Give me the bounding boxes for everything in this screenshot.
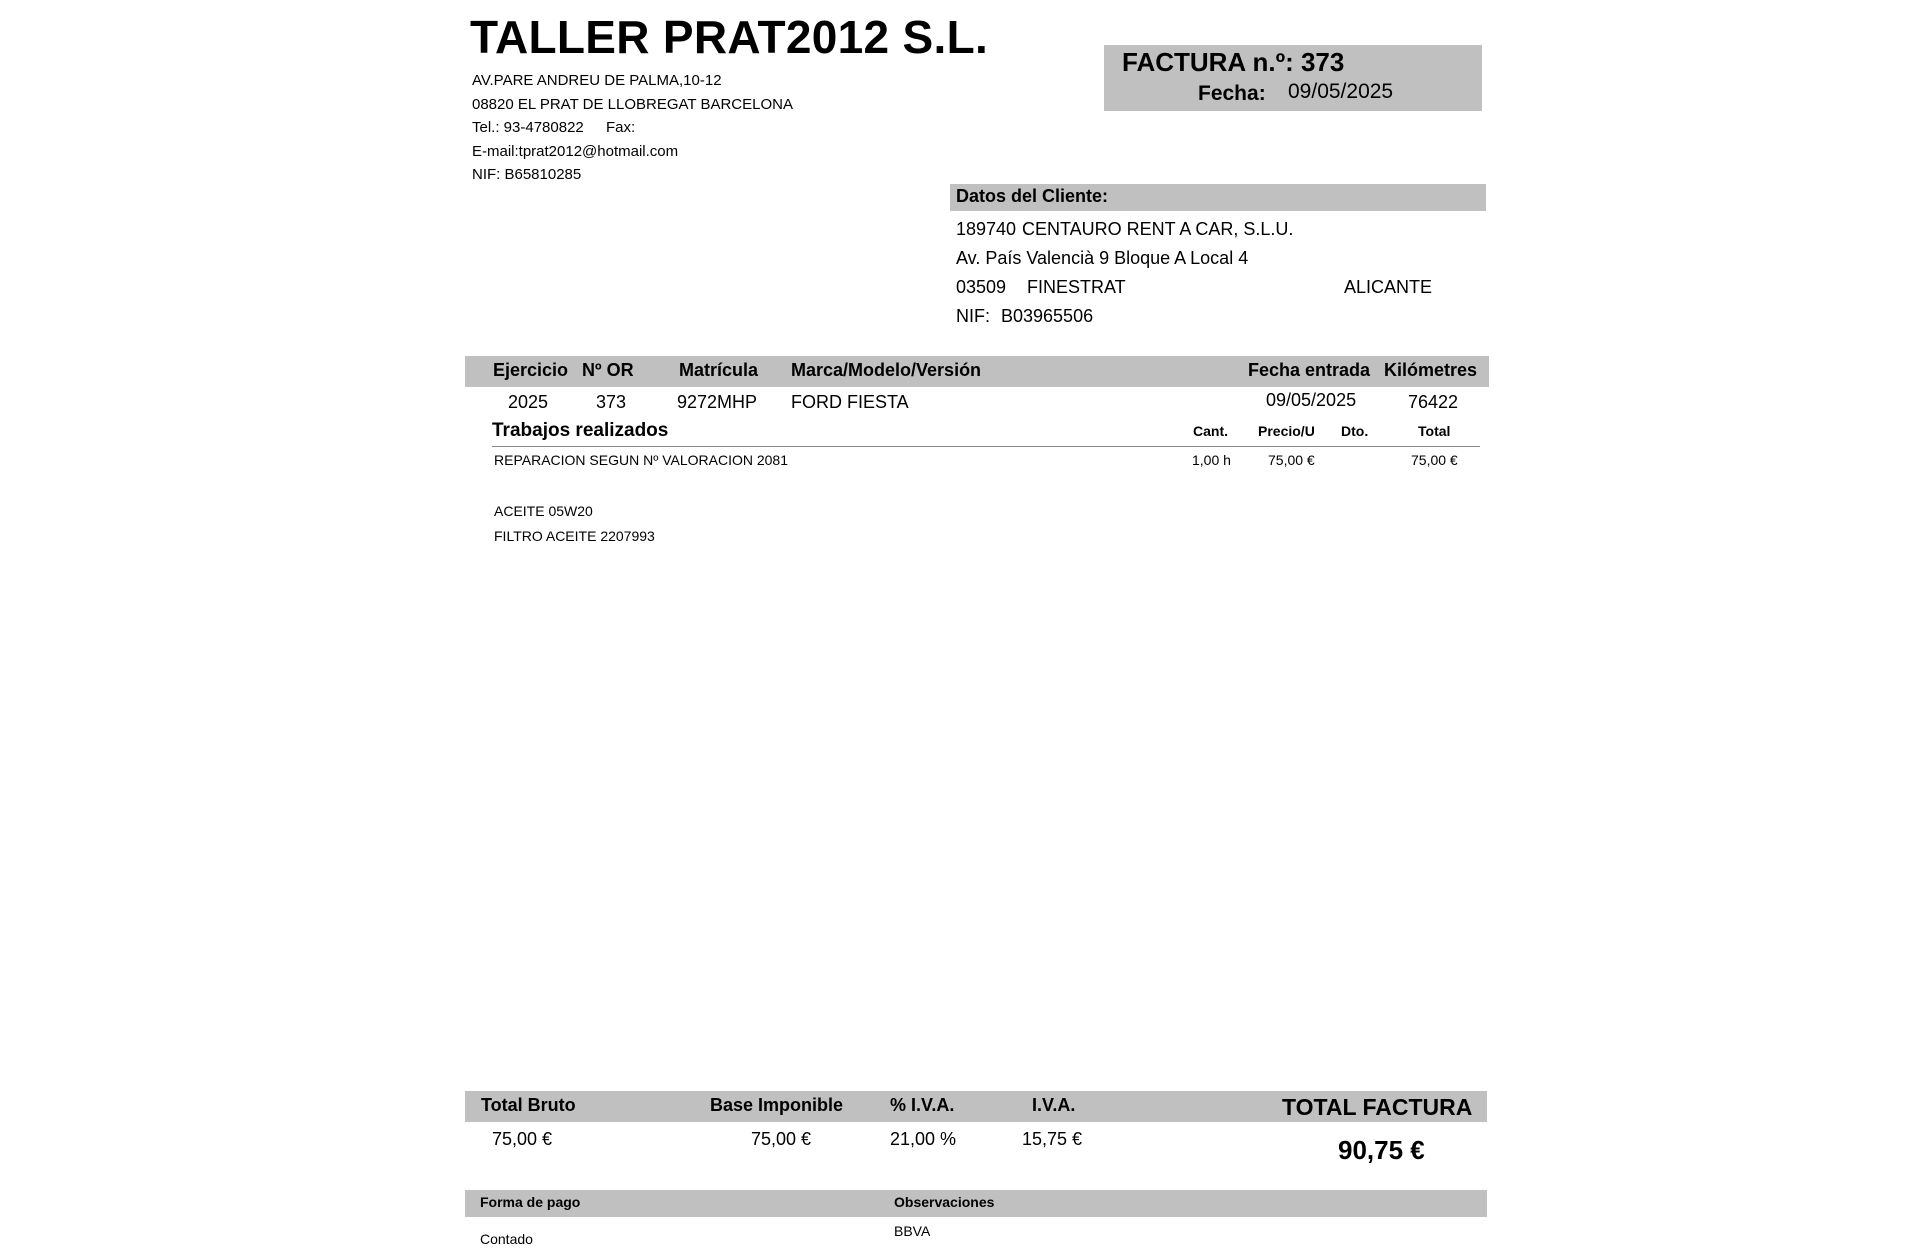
invoice-date: 09/05/2025 <box>1288 80 1394 103</box>
works-header-divider <box>492 446 1480 447</box>
work-line-desc: FILTRO ACEITE 2207993 <box>494 528 655 544</box>
work-line-cant: 1,00 h <box>1192 452 1231 468</box>
totals-header-iva: I.V.A. <box>1032 1095 1076 1115</box>
company-fax: Fax: <box>606 119 636 136</box>
client-postal-code: 03509 <box>956 277 1007 297</box>
vehicle-header-fecha-entrada: Fecha entrada <box>1248 360 1371 380</box>
vehicle-km: 76422 <box>1408 392 1459 412</box>
total-bruto-value: 75,00 € <box>492 1129 553 1149</box>
vehicle-fecha-entrada: 09/05/2025 <box>1266 390 1357 410</box>
company-email: E-mail:tprat2012@hotmail.com <box>472 143 679 160</box>
payment-method-label: Forma de pago <box>480 1194 581 1210</box>
works-header-cant: Cant. <box>1193 423 1228 439</box>
client-name: CENTAURO RENT A CAR, S.L.U. <box>1022 219 1294 239</box>
pct-iva-value: 21,00 % <box>890 1129 957 1149</box>
works-header-dto: Dto. <box>1341 423 1369 439</box>
totals-header-base: Base Imponible <box>710 1095 844 1115</box>
vehicle-nor: 373 <box>596 392 627 412</box>
base-imponible-value: 75,00 € <box>751 1129 812 1149</box>
work-line-desc: ACEITE 05W20 <box>494 503 593 519</box>
company-address-line1: AV.PARE ANDREU DE PALMA,10-12 <box>472 72 722 89</box>
client-section-title: Datos del Cliente: <box>956 186 1109 206</box>
company-name: TALLER PRAT2012 S.L. <box>470 11 989 63</box>
observations-value: BBVA <box>894 1223 931 1239</box>
vehicle-header-nor: Nº OR <box>582 360 634 380</box>
total-factura-label: TOTAL FACTURA <box>1282 1094 1473 1120</box>
company-nif: NIF: B65810285 <box>472 166 582 183</box>
client-address: Av. País Valencià 9 Bloque A Local 4 <box>956 248 1249 268</box>
client-nif-label: NIF: <box>956 306 990 326</box>
client-province: ALICANTE <box>1344 277 1433 297</box>
totals-header-bruto: Total Bruto <box>481 1095 576 1115</box>
payment-method: Contado <box>480 1231 533 1247</box>
vehicle-header-ejercicio: Ejercicio <box>493 360 569 380</box>
client-city: FINESTRAT <box>1027 277 1126 297</box>
client-code: 189740 <box>956 219 1017 239</box>
vehicle-matricula: 9272MHP <box>677 392 758 412</box>
iva-value: 15,75 € <box>1022 1129 1083 1149</box>
work-line-desc: REPARACION SEGUN Nº VALORACION 2081 <box>494 452 789 468</box>
vehicle-header-matricula: Matrícula <box>679 360 759 380</box>
vehicle-marca: FORD FIESTA <box>791 392 909 412</box>
works-header-precio: Precio/U <box>1258 423 1315 439</box>
invoice-date-label: Fecha: <box>1198 82 1266 105</box>
work-line-precio: 75,00 € <box>1268 452 1315 468</box>
total-factura-value: 90,75 € <box>1338 1135 1425 1165</box>
vehicle-ejercicio: 2025 <box>508 392 549 412</box>
client-nif: B03965506 <box>1001 306 1094 326</box>
observations-label: Observaciones <box>894 1194 995 1210</box>
company-address-line2: 08820 EL PRAT DE LLOBREGAT BARCELONA <box>472 96 793 113</box>
totals-header-pct-iva: % I.V.A. <box>890 1095 955 1115</box>
work-line-total: 75,00 € <box>1411 452 1458 468</box>
invoice-number: FACTURA n.º: 373 <box>1122 47 1345 77</box>
vehicle-header-marca: Marca/Modelo/Versión <box>791 360 982 380</box>
works-title: Trabajos realizados <box>492 420 669 441</box>
vehicle-header-km: Kilómetres <box>1384 360 1478 380</box>
company-phone: Tel.: 93-4780822 <box>472 119 584 136</box>
works-header-total: Total <box>1418 423 1451 439</box>
